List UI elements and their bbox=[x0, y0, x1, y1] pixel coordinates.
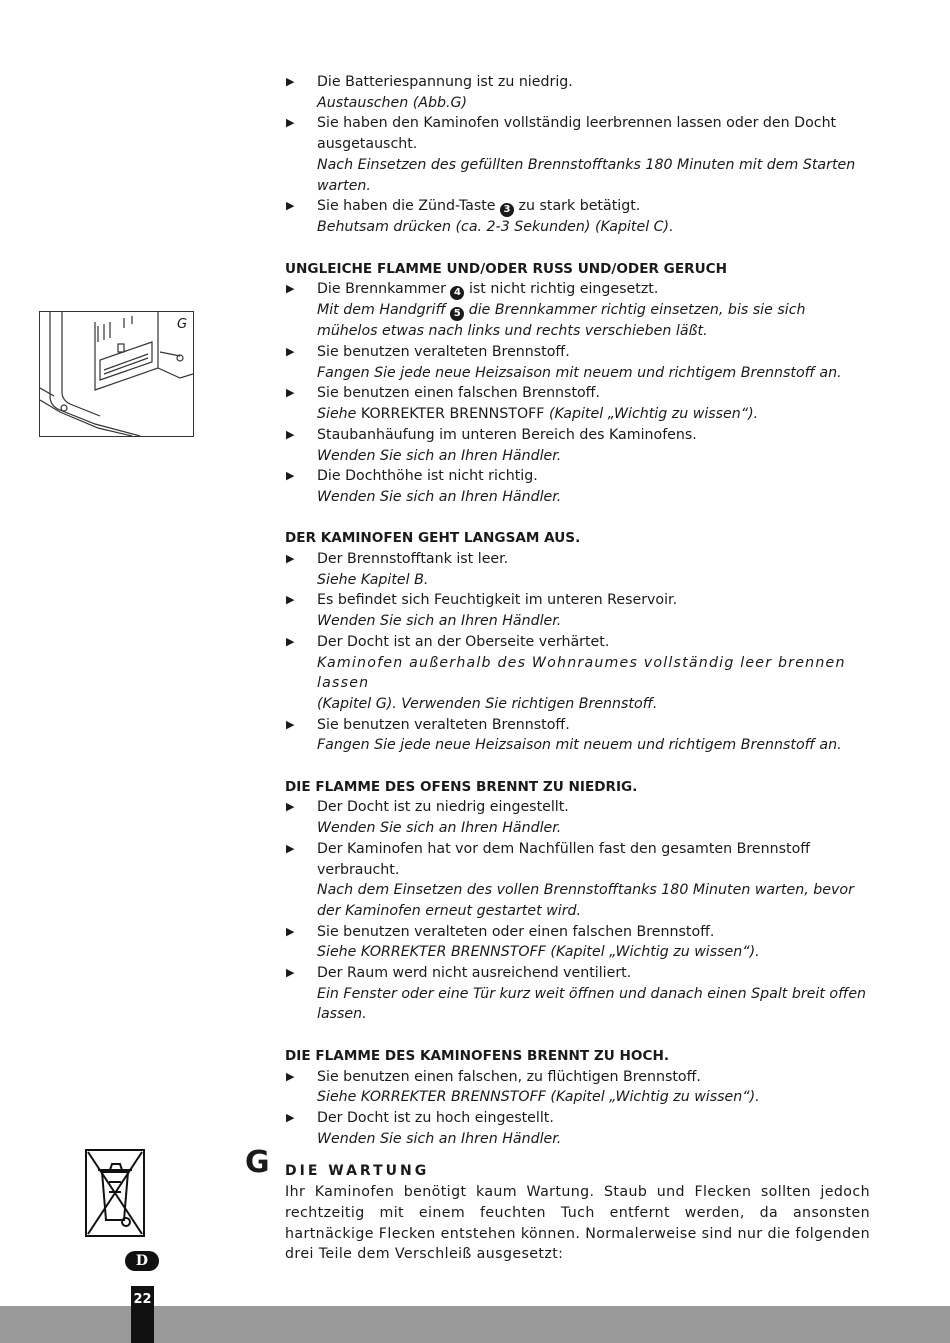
section-too-high bbox=[285, 1046, 870, 1150]
maintenance-paragraph: Ihr Kaminofen benötigt kaum Wartung. Staub und Flecken sollten jedoch rechtzeitig mit einem feuchten Tuch entfernt werden, da ansonsten hartnäckige Flecken entstehen können. Normalerweise sind nur die folgenden drei Teile dem Verschleiß ausgesetzt: bbox=[285, 1184, 870, 1263]
remedy-text: Siehe KORREKTER BRENNSTOFF (Kapitel „Wichtig zu wissen“). bbox=[317, 944, 760, 961]
list-item bbox=[285, 279, 870, 342]
cause-text: Sie benutzen veralteten oder einen falschen Brennstoff. bbox=[317, 923, 715, 940]
bullet-icon: ▶ bbox=[286, 841, 295, 855]
cause-text: Der Docht ist an der Oberseite verhärtet. bbox=[317, 633, 610, 650]
remedy-text: Wenden Sie sich an Ihren Händler. bbox=[317, 1130, 562, 1147]
remedy-text-part: Siehe bbox=[317, 406, 361, 423]
cause-text: Die Dochthöhe ist nicht richtig. bbox=[317, 468, 538, 485]
cause-text: Der Raum werd nicht ausreichend ventiliert. bbox=[317, 965, 632, 982]
bullet-icon: ▶ bbox=[286, 282, 295, 296]
remedy-text-part: KORREKTER BRENNSTOFF bbox=[360, 406, 545, 423]
maintenance-section bbox=[245, 1145, 870, 1265]
remedy-text: Austauschen (Abb.G) bbox=[317, 94, 468, 111]
section-goes-out bbox=[285, 528, 870, 756]
bullet-icon: ▶ bbox=[286, 1110, 295, 1124]
remedy-text: Wenden Sie sich an Ihren Händler. bbox=[317, 488, 562, 505]
remedy-text bbox=[317, 404, 870, 425]
cause-text: Sie benutzen einen falschen, zu flüchtigen Brennstoff. bbox=[317, 1068, 701, 1085]
list-item bbox=[285, 549, 870, 590]
list-item bbox=[285, 590, 870, 631]
section-heading: DIE WARTUNG bbox=[285, 1163, 430, 1180]
bullet-icon: ▶ bbox=[286, 386, 295, 400]
list-item bbox=[285, 839, 870, 922]
cause-text-part: ist nicht richtig eingesetzt. bbox=[464, 281, 659, 298]
page-number: 22 bbox=[131, 1286, 154, 1343]
bullet-icon: ▶ bbox=[286, 552, 295, 566]
bullet-icon: ▶ bbox=[286, 116, 295, 130]
remedy-text: Kaminofen außerhalb des Wohnraumes vollständig leer brennen lassen bbox=[317, 654, 846, 692]
bullet-icon: ▶ bbox=[286, 469, 295, 483]
remedy-text: Fangen Sie jede neue Heizsaison mit neuem und richtigem Brennstoff an. bbox=[317, 364, 842, 381]
remedy-text: Behutsam drücken (ca. 2-3 Sekunden) (Kapitel C). bbox=[317, 219, 674, 236]
part-number-badge: 3 bbox=[500, 203, 514, 217]
list-item bbox=[285, 1067, 870, 1108]
section-uneven-flame bbox=[285, 259, 870, 508]
cause-text-part: Sie haben die Zünd-Taste bbox=[317, 198, 501, 215]
remedy-text: Fangen Sie jede neue Heizsaison mit neuem und richtigem Brennstoff an. bbox=[317, 737, 842, 754]
cause-text: Der Brennstofftank ist leer. bbox=[317, 551, 509, 568]
cause-text-part: zu stark betätigt. bbox=[514, 198, 641, 215]
bullet-icon: ▶ bbox=[286, 800, 295, 814]
section-too-low bbox=[285, 777, 870, 1025]
bullet-icon: ▶ bbox=[286, 593, 295, 607]
remedy-text: Wenden Sie sich an Ihren Händler. bbox=[317, 820, 562, 837]
bullet-icon: ▶ bbox=[286, 427, 295, 441]
bullet-icon: ▶ bbox=[286, 717, 295, 731]
figure-battery-compartment bbox=[39, 311, 194, 437]
remedy-text: Ein Fenster oder eine Tür kurz weit öffnen und danach einen Spalt breit offen lassen. bbox=[317, 985, 867, 1023]
remedy-text-part: (Kapitel „Wichtig zu wissen“). bbox=[544, 406, 759, 423]
cause-text: Der Kaminofen hat vor dem Nachfüllen fast den gesamten Brennstoff verbraucht. bbox=[317, 840, 811, 878]
remedy-text: Siehe KORREKTER BRENNSTOFF (Kapitel „Wichtig zu wissen“). bbox=[317, 1089, 760, 1106]
cause-text: Es befindet sich Feuchtigkeit im unteren Reservoir. bbox=[317, 592, 678, 609]
list-item bbox=[285, 113, 870, 196]
cause-text: Sie benutzen veralteten Brennstoff. bbox=[317, 344, 570, 361]
part-number-badge: 5 bbox=[450, 307, 464, 321]
remedy-text: Wenden Sie sich an Ihren Händler. bbox=[317, 447, 562, 464]
list-item bbox=[285, 797, 870, 838]
page-content bbox=[245, 72, 870, 1265]
section-heading: DER KAMINOFEN GEHT LANGSAM AUS. bbox=[285, 530, 581, 547]
section-heading: DIE FLAMME DES OFENS BRENNT ZU NIEDRIG. bbox=[285, 778, 638, 795]
list-item bbox=[285, 425, 870, 466]
language-badge: D bbox=[125, 1251, 159, 1271]
remedy-text: Nach Einsetzen des gefüllten Brennstofftanks 180 Minuten mit dem Starten warten. bbox=[317, 156, 856, 194]
list-item bbox=[285, 1108, 870, 1149]
bullet-icon: ▶ bbox=[286, 199, 295, 213]
cause-text: Die Batteriespannung ist zu niedrig. bbox=[317, 74, 573, 90]
heater-base-drawing bbox=[40, 312, 193, 436]
list-item bbox=[285, 632, 870, 715]
cause-text: Sie benutzen veralteten Brennstoff. bbox=[317, 716, 570, 733]
chapter-letter: G bbox=[245, 1145, 270, 1181]
remedy-text: Nach dem Einsetzen des vollen Brennstofftanks 180 Minuten warten, bevor der Kaminofen erneut gestartet wird. bbox=[317, 882, 854, 919]
cause-text: Der Docht ist zu hoch eingestellt. bbox=[317, 1109, 554, 1126]
cause-text-part: Die Brennkammer bbox=[317, 281, 451, 298]
list-item bbox=[285, 466, 870, 507]
cause-text: Sie haben den Kaminofen vollständig leerbrennen lassen oder den Docht ausgetauscht. bbox=[317, 115, 837, 153]
cause-text bbox=[317, 198, 640, 214]
bullet-icon: ▶ bbox=[286, 634, 295, 648]
remedy-text: (Kapitel G). Verwenden Sie richtigen Brennstoff. bbox=[317, 695, 658, 712]
remedy-text: Siehe Kapitel B. bbox=[317, 571, 429, 588]
cause-text bbox=[317, 281, 658, 297]
remedy-text-part: Mit dem Handgriff bbox=[317, 302, 451, 319]
list-item bbox=[285, 715, 870, 756]
bullet-icon: ▶ bbox=[286, 345, 295, 359]
section-heading: DIE FLAMME DES KAMINOFENS BRENNT ZU HOCH. bbox=[285, 1047, 669, 1064]
remedy-text-part: die Brennkammer richtig einsetzen, bis sie sich mühelos etwas nach links und rechts verschieben läßt. bbox=[317, 302, 806, 340]
remedy-text: Wenden Sie sich an Ihren Händler. bbox=[317, 613, 562, 630]
list-item bbox=[285, 72, 870, 113]
list-item bbox=[285, 383, 870, 424]
list-item bbox=[285, 922, 870, 963]
cause-text: Staubanhäufung im unteren Bereich des Kaminofens. bbox=[317, 426, 697, 443]
cause-text: Der Docht ist zu niedrig eingestellt. bbox=[317, 799, 569, 816]
part-number-badge: 4 bbox=[450, 286, 464, 300]
list-item bbox=[285, 342, 870, 383]
crossed-out-wheelie-bin-icon bbox=[84, 1148, 146, 1240]
bullet-icon: ▶ bbox=[286, 966, 295, 980]
section-heading: UNGLEICHE FLAMME UND/ODER RUSS UND/ODER GERUCH bbox=[285, 260, 727, 277]
figure-label: G bbox=[177, 317, 188, 332]
remedy-text bbox=[317, 300, 870, 342]
bullet-icon: ▶ bbox=[286, 924, 295, 938]
cause-text: Sie benutzen einen falschen Brennstoff. bbox=[317, 385, 600, 402]
bullet-icon: ▶ bbox=[286, 75, 295, 88]
list-item bbox=[285, 963, 870, 1025]
bullet-icon: ▶ bbox=[286, 1069, 295, 1083]
list-item bbox=[285, 196, 870, 238]
